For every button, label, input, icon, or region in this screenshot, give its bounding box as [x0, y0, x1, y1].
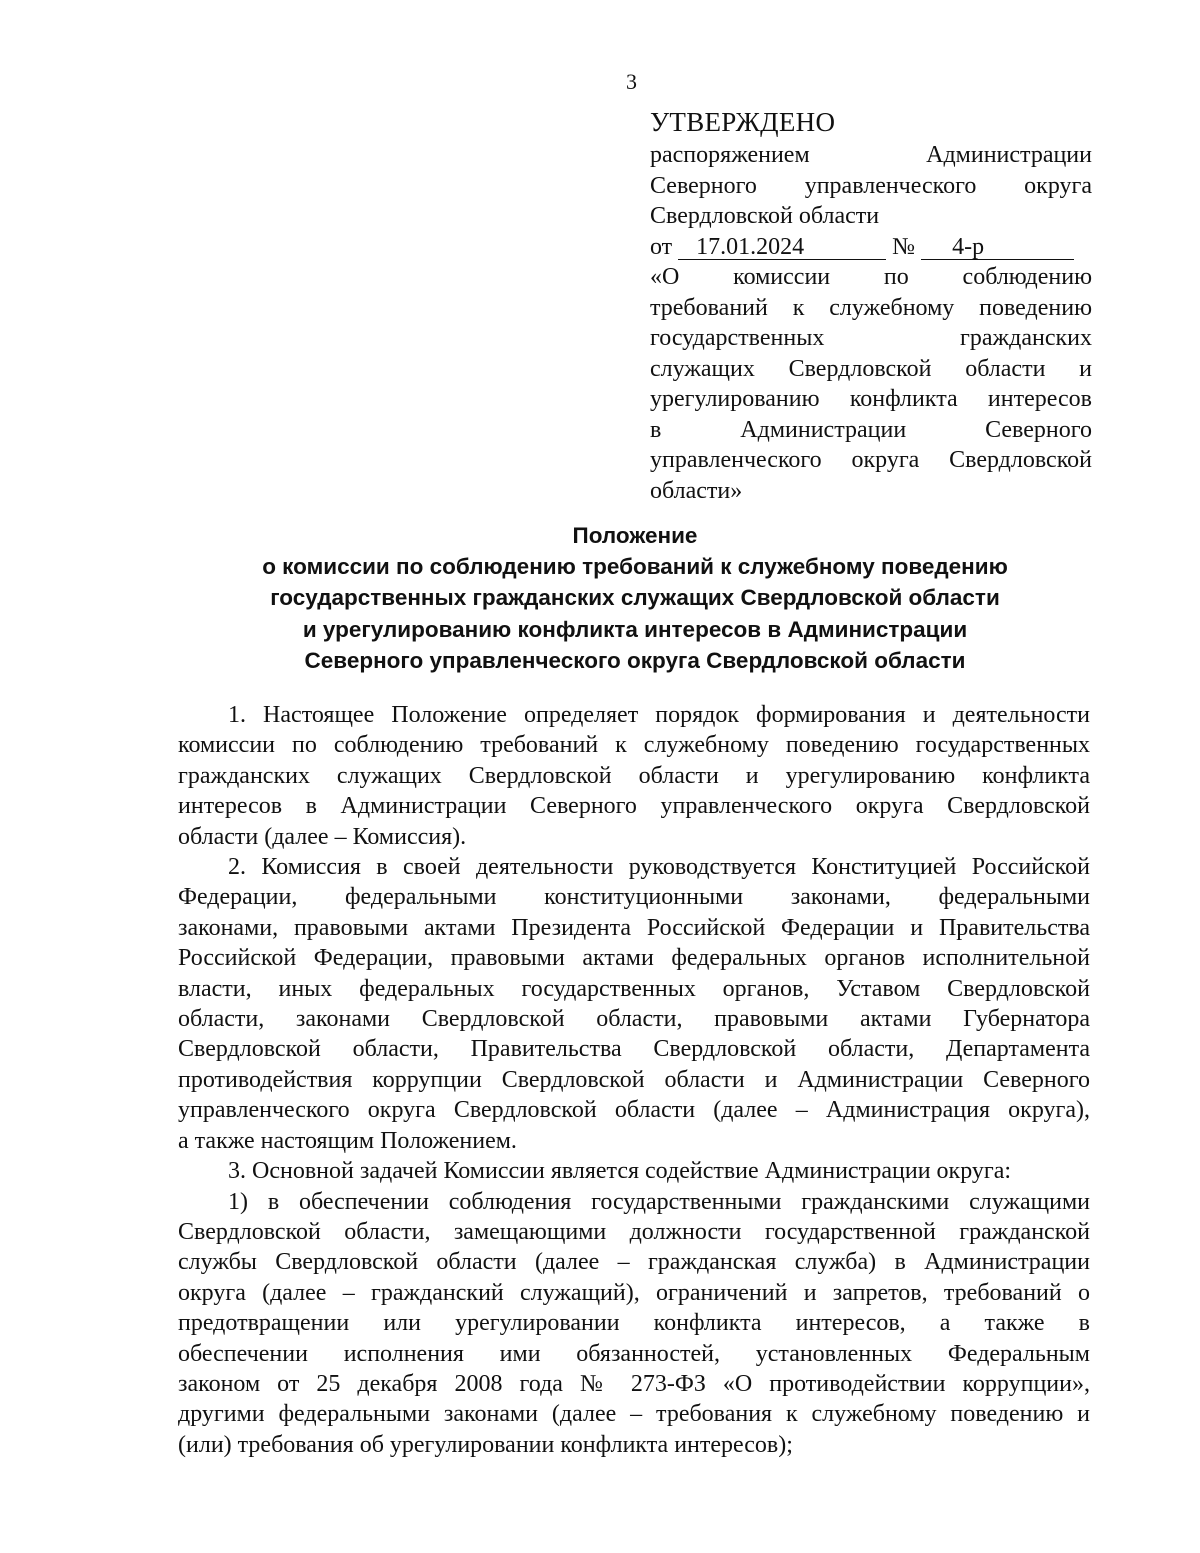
text-line: противодействия коррупции Свердловской области и Администрации Северного — [178, 1066, 1090, 1093]
document-heading — [120, 520, 1150, 676]
paragraph-1 — [178, 700, 1090, 852]
approval-title: УТВЕРЖДЕНО — [650, 107, 836, 137]
text-line: комиссии по соблюдению требований к служебному поведению государственных — [178, 732, 1090, 759]
approval-subject-line: в Администрации Северного — [650, 416, 1092, 443]
paragraph-3 — [178, 1156, 1090, 1186]
page-number: 3 — [626, 69, 637, 94]
text-line: законом от 25 декабря 2008 года № 273-ФЗ «О противодействии коррупции», — [178, 1370, 1090, 1397]
text-line: предотвращении или урегулировании конфликта интересов, а также в — [178, 1310, 1090, 1337]
text-line: 1. Настоящее Положение определяет порядок формирования и деятельности — [228, 702, 1090, 728]
approval-number: 4-р — [921, 234, 1074, 260]
text-line: службы Свердловской области (далее – гражданская служба) в Администрации — [178, 1249, 1090, 1276]
text-line: власти, иных федеральных государственных органов, Уставом Свердловской — [178, 975, 1090, 1002]
approval-subject-line: служащих Свердловской области и — [650, 355, 1092, 382]
paragraph-3-item-1 — [178, 1187, 1090, 1461]
text-line: 2. Комиссия в своей деятельности руководствуется Конституцией Российской — [228, 854, 1090, 881]
text-line: (или) требования об урегулировании конфликта интересов); — [178, 1431, 793, 1458]
text-line: Свердловской области, замещающими должности государственной гражданской — [178, 1218, 1090, 1245]
document-subtitle-line: государственных гражданских служащих Свердловской области — [270, 585, 1000, 611]
approval-subject-line: урегулированию конфликта интересов — [650, 386, 1092, 412]
document-title: Положение — [572, 523, 698, 548]
approval-line: Свердловской области — [650, 203, 880, 229]
document-subtitle-line: о комиссии по соблюдению требований к служебному поведению — [262, 554, 1008, 580]
text-line: Российской Федерации, правовыми актами федеральных органов исполнительной — [178, 945, 1090, 972]
text-line: гражданских служащих Свердловской области и урегулированию конфликта — [178, 762, 1090, 789]
approval-subject-line: «О комиссии по соблюдению — [650, 264, 1092, 290]
approval-subject-line: управленческого округа Свердловской — [650, 447, 1092, 473]
text-line: а также настоящим Положением. — [178, 1127, 517, 1154]
document-body — [178, 700, 1090, 1460]
paragraph-2 — [178, 852, 1090, 1156]
approval-subject-line: области» — [650, 477, 743, 504]
text-line: интересов в Администрации Северного управленческого округа Свердловской — [178, 793, 1090, 820]
approval-block — [650, 104, 1092, 506]
approval-subject-line: требований к служебному поведению — [650, 294, 1092, 321]
text-line: обеспечении исполнения ими обязанностей, установленных Федеральным — [178, 1340, 1090, 1367]
document-subtitle-line: и урегулированию конфликта интересов в Администрации — [302, 616, 968, 642]
text-line: округа (далее – гражданский служащий), ограничений и запретов, требований о — [178, 1279, 1090, 1306]
approval-line: распоряжением Администрации — [650, 142, 1092, 168]
text-line: 3. Основной задачей Комиссии является содействие Администрации округа: — [228, 1158, 1012, 1185]
text-line: управленческого округа Свердловской области (далее – Администрация округа), — [178, 1097, 1090, 1124]
text-line: Свердловской области, Правительства Свердловской области, Департамента — [178, 1036, 1090, 1063]
text-line: Федерации, федеральными конституционными законами, федеральными — [178, 884, 1090, 911]
approval-date-line — [650, 232, 1092, 263]
approval-date: 17.01.2024 — [678, 234, 886, 260]
text-line: 1) в обеспечении соблюдения государственными гражданскими служащими — [228, 1188, 1090, 1215]
text-line: другими федеральными законами (далее – требования к служебному поведению и — [178, 1401, 1090, 1428]
date-prefix: от — [650, 233, 673, 260]
text-line: области, законами Свердловской области, правовыми актами Губернатора — [178, 1006, 1090, 1033]
text-line: области (далее – Комиссия). — [178, 823, 467, 850]
number-sign: № — [892, 233, 916, 260]
document-subtitle-line: Северного управленческого округа Свердловской области — [304, 647, 966, 673]
text-line: законами, правовыми актами Президента Российской Федерации и Правительства — [178, 914, 1090, 941]
approval-line: Северного управленческого округа — [650, 172, 1092, 199]
approval-subject-line: государственных гражданских — [650, 325, 1092, 351]
